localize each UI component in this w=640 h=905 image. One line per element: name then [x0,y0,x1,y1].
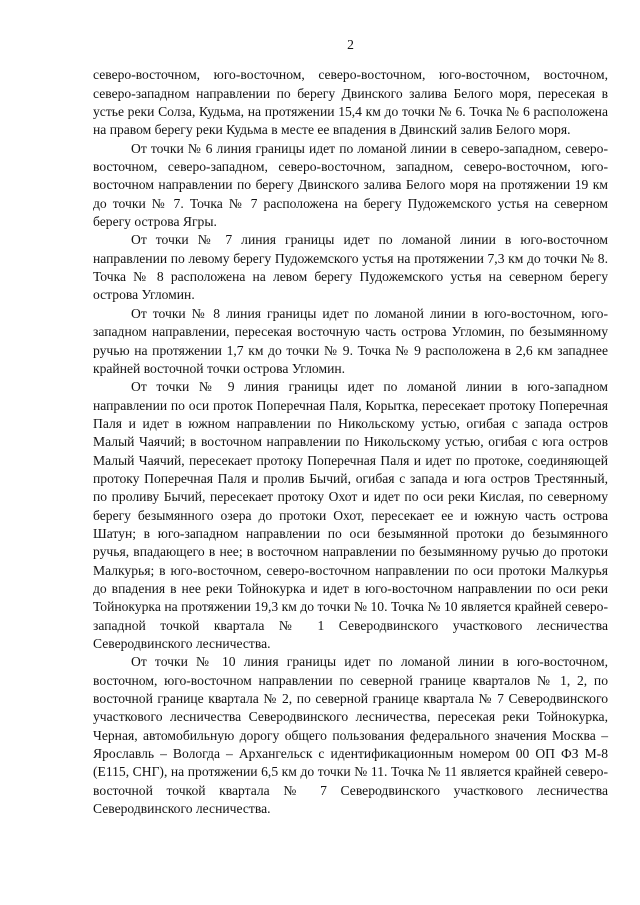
paragraph-point-6: От точки № 6 линия границы идет по ломаной линии в северо-западном, северо-восточном, северо-западном, северо-восточном, западном, северо-восточном, юго-восточном направлении по берегу Двинского залива Белого моря на протяжении 19 км до точки № 7. Точка № 7 расположена на берегу Пудожемского устья на северном берегу острова Ягры. [93,140,608,230]
paragraph-point-7: От точки № 7 линия границы идет по ломаной линии в юго-восточном направлении по левому берегу Пудожемского устья на протяжении 7,3 км до точки № 8. Точка № 8 расположена на левом берегу Пудожемского устья на северном берегу острова Угломин. [93,232,608,303]
paragraph-point-8: От точки № 8 линия границы идет по ломаной линии в юго-восточном, юго-западном направлении, пересекая восточную часть острова Угломин, по безымянному ручью на протяжении 1,7 км до точки № 9. Точка № 9 расположена в 2,6 км западнее крайней восточной точки острова Угломин. [93,305,608,376]
paragraph-point-9: От точки № 9 линия границы идет по ломаной линии в юго-западном направлении по оси проток Поперечная Паля, Корытка, пересекает протоку Поперечная Паля и идет в южном направлении по Никольскому устью, огибая с запада остров Малый Чаячий; в восточном направлении по Никольскому устью, огибая с юга остров Малый Чаячий, пересекает протоку Поперечная Паля и идет по протоке, соединяющей протоку Поперечная Паля и пролив Бычий, огибая с запада и юга остров Трестянный, по проливу Бычий, пересекает протоку Охот и идет по оси реки Кислая, по северному берегу безымянного озера до протоки Охот, пересекает ее и южную часть острова Шатун; в юго-западном направлении по оси безымянной протоки до безымянного ручья, впадающего в нее; в восточном направлении по безымянному ручью до протоки Малкурья; в юго-восточном, северо-восточном направлении по оси протоки Малкурья до впадения в нее реки Тойнокурка и идет в юго-восточном направлении по оси реки Тойнокурка на протяжении 19,3 км до точки № 10. Точка № 10 является крайней северо-западной точкой квартала № 1 Северодвинского участкового лесничества Северодвинского лесничества. [93,379,608,651]
paragraph-continuation: северо-восточном, юго-восточном, северо-восточном, юго-восточном, восточном, северо-западном направлении по берегу Двинского залива Белого моря, пересекая в устье реки Солза, Кудьма, на протяжении 15,4 км до точки № 6. Точка № 6 расположена на правом берегу реки Кудьма в месте ее впадения в Двинский залив Белого моря. [93,67,608,138]
paragraph-point-10: От точки № 10 линия границы идет по ломаной линии в юго-восточном, восточном, юго-восточном направлении по северной границе кварталов № 1, 2, по восточной границе квартала № 2, по северной границе квартала № 7 Северодвинского участкового лесничества Северодвинского лесничества, пересекая реки Тойнокурка, Черная, автомобильную дорогу общего пользования федерального значения Москва – Ярославль – Вологда – Архангельск с идентификационным номером 00 ОП ФЗ М-8 (Е115, СНГ), на протяжении 6,5 км до точки № 11. Точка № 11 является крайней северо-восточной точкой квартала № 7 Северодвинского участкового лесничества Северодвинского лесничества. [93,654,608,817]
page-number: 2 [347,37,354,52]
